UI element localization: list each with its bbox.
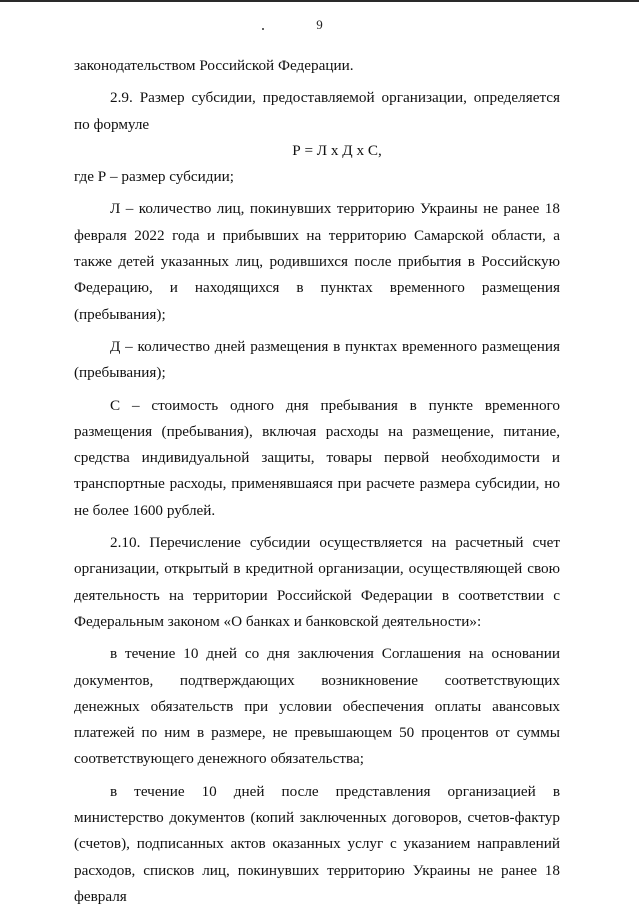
page-number: 9 bbox=[316, 17, 323, 32]
body-text bbox=[74, 53, 560, 910]
formula-definition-d: Д – количество дней размещения в пунктах временного размещения (пребывания); bbox=[74, 337, 560, 382]
list-item-documents: в течение 10 дней после представления организацией в министерство документов (копий заключенных договоров, счетов-фактур (счетов), подписанных актов оказанных услуг с указанием направлений расходов, списков лиц, покинувших территорию Украины не ранее 18 февраля bbox=[74, 782, 560, 905]
formula-definition-c: С – стоимость одного дня пребывания в пункте временного размещения (пребывания), включая расходы на размещение, питание, средства индивидуальной защиты, товары первой необходимости и транспортные расходы, применявшаяся при расчете размера субсидии, но не более 1600 рублей. bbox=[74, 396, 560, 519]
list-item-advance-payment: в течение 10 дней со дня заключения Соглашения на основании документов, подтверждающих возникновение соответствующих денежных обязательств при условии обеспечения оплаты авансовых платежей по ним в размере, не превышающем 50 процентов от суммы соответствующего денежного обязательства; bbox=[74, 645, 560, 768]
paragraph-2-10: 2.10. Перечисление субсидии осуществляется на расчетный счет организации, открытый в кредитной организации, осуществляющей свою деятельность на территории Российской Федерации в соответствии с Федеральным законом «О банках и банковской деятельности»: bbox=[74, 534, 560, 630]
formula-definition-l: Л – количество лиц, покинувших территорию Украины не ранее 18 февраля 2022 года и прибывших на территорию Самарской области, а также детей указанных лиц, родившихся после прибытия в Российскую Федерацию, и находящихся в пунктах временного размещения (пребывания); bbox=[74, 200, 560, 323]
paragraph-continuation: законодательством Российской Федерации. bbox=[74, 57, 354, 74]
formula-definition-p: где Р – размер субсидии; bbox=[74, 168, 234, 186]
top-border-line bbox=[0, 0, 639, 2]
subsidy-formula: Р = Л x Д x С, bbox=[292, 141, 382, 159]
paragraph-2-9: 2.9. Размер субсидии, предоставляемой организации, определяется по формуле bbox=[74, 89, 560, 133]
